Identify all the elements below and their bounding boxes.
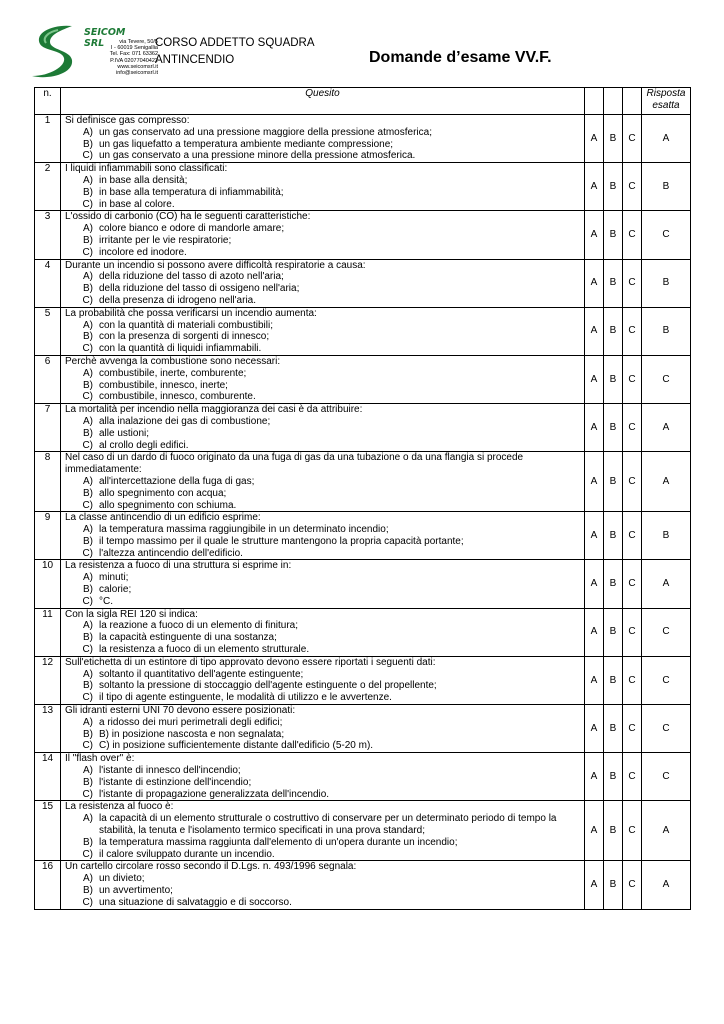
option-letter: C)	[82, 547, 93, 559]
option-item	[65, 150, 580, 162]
company-info-line: I - 60019 Senigallia	[110, 45, 158, 52]
option-letter: C)	[82, 499, 93, 511]
option-item	[65, 343, 580, 355]
option-item	[65, 885, 580, 897]
option-item	[65, 283, 580, 295]
question-cell	[61, 307, 585, 355]
choice-b: B	[604, 705, 623, 753]
option-item	[65, 223, 580, 235]
option-item	[65, 729, 580, 741]
option-item	[65, 584, 580, 596]
option-letter: C)	[82, 788, 93, 800]
option-letter: C)	[82, 896, 93, 908]
option-letter: A)	[83, 716, 93, 728]
table-row	[35, 307, 691, 355]
option-text: un gas liquefatto a temperatura ambiente mediante compressione;	[99, 138, 394, 150]
correct-answer: B	[642, 512, 691, 560]
option-letter: B)	[83, 584, 93, 596]
questions-body	[35, 115, 691, 910]
company-logo	[28, 24, 158, 88]
question-number: 4	[35, 259, 61, 307]
choice-a: A	[585, 115, 604, 163]
correct-answer: A	[642, 560, 691, 608]
option-item	[65, 669, 580, 681]
option-text: il tempo massimo per il quale le strutture mantengono la propria capacità portante;	[99, 535, 464, 547]
option-item	[65, 789, 580, 801]
option-letter: B)	[83, 836, 93, 848]
option-text: un gas conservato ad una pressione maggiore della pressione atmosferica;	[99, 126, 432, 138]
option-item	[65, 849, 580, 861]
option-text: all'intercettazione della fuga di gas;	[99, 475, 255, 487]
choice-c: C	[623, 705, 642, 753]
option-text: l'altezza antincendio dell'edificio.	[99, 547, 243, 559]
question-number: 9	[35, 512, 61, 560]
option-text: una situazione di salvataggio e di soccorso.	[99, 896, 292, 908]
option-item	[65, 897, 580, 909]
option-item	[65, 320, 580, 332]
header-number: n.	[35, 88, 61, 115]
option-letter: C)	[82, 848, 93, 860]
question-number: 6	[35, 355, 61, 403]
course-line-2: ANTINCENDIO	[155, 54, 235, 66]
choice-c: C	[623, 608, 642, 656]
header-blank-c	[623, 88, 642, 115]
choice-c: C	[623, 512, 642, 560]
option-item	[65, 380, 580, 392]
option-item	[65, 199, 580, 211]
option-letter: A)	[83, 668, 93, 680]
option-item	[65, 440, 580, 452]
table-row	[35, 560, 691, 608]
option-letter: B)	[83, 680, 93, 692]
choice-b: B	[604, 404, 623, 452]
choice-b: B	[604, 656, 623, 704]
question-number: 15	[35, 801, 61, 861]
option-text: al crollo degli edifici.	[99, 439, 189, 451]
question-text: La mortalità per incendio nella maggioranza dei casi è da attribuire:	[65, 404, 363, 416]
header-blank-b	[604, 88, 623, 115]
option-item	[65, 127, 580, 139]
question-number: 1	[35, 115, 61, 163]
table-row	[35, 753, 691, 801]
question-text: Perchè avvenga la combustione sono necessari:	[65, 355, 281, 367]
choice-a: A	[585, 656, 604, 704]
option-letter: B)	[83, 487, 93, 499]
option-letter: C)	[82, 294, 93, 306]
option-letter: A)	[83, 620, 93, 632]
choice-b: B	[604, 512, 623, 560]
option-item	[65, 476, 580, 488]
option-item	[65, 488, 580, 500]
choice-a: A	[585, 753, 604, 801]
question-number: 11	[35, 608, 61, 656]
question-number: 3	[35, 211, 61, 259]
question-cell	[61, 705, 585, 753]
option-letter: A)	[83, 271, 93, 283]
company-info-line: P.IVA 02077040422	[110, 57, 158, 64]
question-cell	[61, 115, 585, 163]
option-item	[65, 572, 580, 584]
option-item	[65, 235, 580, 247]
option-text: la capacità estinguente di una sostanza;	[99, 632, 277, 644]
choice-a: A	[585, 355, 604, 403]
question-text: L'ossido di carbonio (CO) ha le seguenti caratteristiche:	[65, 211, 311, 223]
option-text: calorie;	[99, 584, 132, 596]
question-number: 8	[35, 452, 61, 512]
option-text: allo spegnimento con schiuma.	[99, 499, 237, 511]
correct-answer: A	[642, 404, 691, 452]
option-item	[65, 368, 580, 380]
question-cell	[61, 753, 585, 801]
choice-b: B	[604, 753, 623, 801]
table-header-row	[35, 88, 691, 115]
option-letter: B)	[83, 379, 93, 391]
question-text: Nel caso di un dardo di fuoco originato da una fuga di gas da una tubazione o da una flangia si procede immediatamente:	[65, 452, 524, 476]
option-item	[65, 548, 580, 560]
choice-b: B	[604, 452, 623, 512]
option-text: con la presenza di sorgenti di innesco;	[99, 331, 270, 343]
option-letter: B)	[83, 186, 93, 198]
option-letter: C)	[82, 595, 93, 607]
option-letter: A)	[83, 415, 93, 427]
option-text: combustibile, innesco, inerte;	[99, 379, 228, 391]
question-cell	[61, 512, 585, 560]
option-letter: C)	[82, 150, 93, 162]
question-cell	[61, 560, 585, 608]
option-text: °C.	[99, 595, 113, 607]
option-letter: A)	[83, 765, 93, 777]
course-line-1: CORSO ADDETTO SQUADRA	[155, 37, 315, 49]
choice-b: B	[604, 211, 623, 259]
choice-a: A	[585, 705, 604, 753]
choice-c: C	[623, 211, 642, 259]
option-text: alla inalazione dei gas di combustione;	[99, 415, 271, 427]
choice-b: B	[604, 560, 623, 608]
choice-b: B	[604, 861, 623, 909]
choice-c: C	[623, 452, 642, 512]
option-letter: A)	[83, 475, 93, 487]
option-item	[65, 596, 580, 608]
table-row	[35, 705, 691, 753]
option-text: l'istante di propagazione generalizzata dell'incendio.	[99, 788, 330, 800]
choice-c: C	[623, 307, 642, 355]
choice-a: A	[585, 259, 604, 307]
choice-c: C	[623, 163, 642, 211]
choice-a: A	[585, 861, 604, 909]
question-number: 14	[35, 753, 61, 801]
option-item	[65, 295, 580, 307]
option-text: la reazione a fuoco di un elemento di finitura;	[99, 620, 299, 632]
option-text: incolore ed inodore.	[99, 246, 187, 258]
course-title	[155, 35, 315, 69]
question-cell	[61, 656, 585, 704]
option-text: combustibile, inerte, comburente;	[99, 367, 247, 379]
question-cell	[61, 452, 585, 512]
option-item	[65, 536, 580, 548]
option-text: il tipo di agente estinguente, le modalità di utilizzo e le avvertenze.	[99, 692, 392, 704]
correct-answer: C	[642, 753, 691, 801]
question-text: Gli idranti esterni UNI 70 devono essere posizionati:	[65, 705, 296, 717]
correct-answer: A	[642, 452, 691, 512]
question-number: 2	[35, 163, 61, 211]
option-text: l'istante di innesco dell'incendio;	[99, 765, 241, 777]
option-text: allo spegnimento con acqua;	[99, 487, 227, 499]
question-cell	[61, 163, 585, 211]
option-text: il calore sviluppato durante un incendio.	[99, 848, 275, 860]
option-text: l'istante di estinzione dell'incendio;	[99, 776, 252, 788]
correct-answer: B	[642, 163, 691, 211]
choice-a: A	[585, 608, 604, 656]
option-letter: B)	[83, 535, 93, 547]
option-text: a ridosso dei muri perimetrali degli edifici;	[99, 716, 283, 728]
option-text: C) in posizione sufficientemente distante dall'edificio (5-20 m).	[99, 740, 374, 752]
option-letter: C)	[82, 246, 93, 258]
question-text: Il "flash over" è:	[65, 753, 135, 765]
choice-a: A	[585, 163, 604, 211]
table-row	[35, 861, 691, 909]
questions-table	[34, 87, 691, 910]
option-item	[65, 416, 580, 428]
choice-a: A	[585, 307, 604, 355]
option-letter: C)	[82, 740, 93, 752]
company-info-line: Tel. Fax: 071 63362	[109, 51, 158, 58]
header-question: Quesito	[61, 88, 585, 115]
choice-b: B	[604, 608, 623, 656]
choice-b: B	[604, 801, 623, 861]
option-item	[65, 187, 580, 199]
choice-a: A	[585, 211, 604, 259]
option-letter: C)	[82, 644, 93, 656]
option-letter: C)	[82, 198, 93, 210]
question-text: La probabilità che possa verificarsi un incendio aumenta:	[65, 307, 317, 319]
choice-b: B	[604, 259, 623, 307]
choice-c: C	[623, 355, 642, 403]
option-text: un gas conservato a una pressione minore della pressione atmosferica.	[99, 150, 416, 162]
option-item	[65, 391, 580, 403]
option-letter: A)	[83, 524, 93, 536]
option-item	[65, 692, 580, 704]
option-letter: C)	[82, 692, 93, 704]
option-text: la temperatura massima raggiunta dall'elemento di un'opera durante un incendio;	[99, 836, 458, 848]
choice-a: A	[585, 404, 604, 452]
header-answer: Risposta esatta	[642, 88, 691, 115]
company-info-line: via Tevere, 50/5	[119, 39, 158, 45]
correct-answer: C	[642, 355, 691, 403]
choice-b: B	[604, 163, 623, 211]
question-cell	[61, 259, 585, 307]
option-item	[65, 620, 580, 632]
option-item	[65, 139, 580, 151]
option-letter: B)	[83, 728, 93, 740]
option-letter: A)	[83, 367, 93, 379]
question-text: La resistenza al fuoco è:	[65, 801, 174, 813]
question-cell	[61, 608, 585, 656]
table-row	[35, 355, 691, 403]
correct-answer: A	[642, 801, 691, 861]
option-text: soltanto il quantitativo dell'agente estinguente;	[99, 668, 304, 680]
option-item	[65, 247, 580, 259]
option-item	[65, 873, 580, 885]
option-letter: B)	[83, 776, 93, 788]
correct-answer: C	[642, 211, 691, 259]
option-letter: C)	[82, 343, 93, 355]
choice-c: C	[623, 801, 642, 861]
option-item	[65, 271, 580, 283]
choice-c: C	[623, 753, 642, 801]
company-name: SEICOM SRL	[84, 27, 126, 49]
option-text: in base alla temperatura di infiammabilità;	[99, 186, 284, 198]
option-letter: B)	[83, 138, 93, 150]
question-number: 16	[35, 861, 61, 909]
table-row	[35, 163, 691, 211]
option-text: la temperatura massima raggiungibile in un determinato incendio;	[99, 524, 389, 536]
option-item	[65, 644, 580, 656]
table-row	[35, 259, 691, 307]
option-item	[65, 632, 580, 644]
option-text: della presenza di idrogeno nell'aria.	[99, 294, 257, 306]
correct-answer: A	[642, 115, 691, 163]
option-text: minuti;	[99, 572, 129, 584]
correct-answer: B	[642, 307, 691, 355]
company-info-line: www.seicomsrl.it	[117, 63, 158, 70]
option-item	[65, 717, 580, 729]
option-text: della riduzione del tasso di ossigeno nell'aria;	[99, 283, 300, 295]
option-item	[65, 765, 580, 777]
correct-answer: C	[642, 705, 691, 753]
option-item	[65, 175, 580, 187]
option-letter: A)	[83, 813, 93, 825]
choice-a: A	[585, 560, 604, 608]
option-text: combustibile, innesco, comburente.	[99, 391, 256, 403]
option-letter: A)	[83, 873, 93, 885]
question-text: Un cartello circolare rosso secondo il D.Lgs. n. 493/1996 segnala:	[65, 861, 357, 873]
header-blank-a	[585, 88, 604, 115]
option-letter: B)	[83, 885, 93, 896]
table-row	[35, 608, 691, 656]
option-item	[65, 331, 580, 343]
question-text: I liquidi infiammabili sono classificati:	[65, 163, 228, 175]
question-cell	[61, 404, 585, 452]
option-letter: A)	[83, 319, 93, 331]
page-header	[0, 0, 724, 88]
option-letter: B)	[83, 234, 93, 246]
option-item	[65, 777, 580, 789]
option-text: la capacità di un elemento strutturale o costruttivo di conservare per un determinato periodo di tempo la stabilità, la tenuta e l'isolamento termico specificati in una prova standard;	[99, 813, 557, 837]
correct-answer: C	[642, 656, 691, 704]
option-text: irritante per le vie respiratorie;	[99, 234, 232, 246]
question-text: Durante un incendio si possono avere difficoltà respiratorie a causa:	[65, 259, 366, 271]
table-row	[35, 512, 691, 560]
option-text: B) in posizione nascosta e non segnalata;	[99, 728, 285, 740]
option-item	[65, 500, 580, 512]
company-info	[68, 39, 158, 76]
choice-c: C	[623, 656, 642, 704]
choice-c: C	[623, 115, 642, 163]
choice-c: C	[623, 861, 642, 909]
table-row	[35, 404, 691, 452]
option-text: un divieto;	[99, 873, 145, 885]
option-text: soltanto la pressione di stoccaggio dell'agente estinguente o del propellente;	[99, 680, 437, 692]
table-row	[35, 656, 691, 704]
option-item	[65, 428, 580, 440]
option-letter: C)	[82, 439, 93, 451]
option-letter: C)	[82, 391, 93, 403]
option-letter: A)	[83, 223, 93, 235]
question-number: 10	[35, 560, 61, 608]
question-text: Sull'etichetta di un estintore di tipo approvato devono essere riportati i seguenti dati:	[65, 656, 436, 668]
option-letter: B)	[83, 427, 93, 439]
question-text: Si definisce gas compresso:	[65, 115, 190, 126]
table-row	[35, 211, 691, 259]
option-item	[65, 524, 580, 536]
option-item	[65, 837, 580, 849]
option-text: della riduzione del tasso di azoto nell'aria;	[99, 271, 284, 283]
choice-a: A	[585, 512, 604, 560]
choice-b: B	[604, 115, 623, 163]
choice-b: B	[604, 355, 623, 403]
option-item	[65, 740, 580, 752]
option-letter: A)	[83, 572, 93, 584]
option-item	[65, 813, 580, 837]
document-title: Domande d’esame VV.F.	[369, 49, 552, 66]
question-cell	[61, 801, 585, 861]
option-letter: B)	[83, 331, 93, 343]
question-number: 7	[35, 404, 61, 452]
option-text: alle ustioni;	[99, 427, 150, 439]
choice-c: C	[623, 259, 642, 307]
choice-c: C	[623, 404, 642, 452]
option-letter: B)	[83, 632, 93, 644]
choice-b: B	[604, 307, 623, 355]
option-letter: A)	[83, 174, 93, 186]
question-text: La resistenza a fuoco di una struttura si esprime in:	[65, 560, 292, 572]
question-text: La classe antincendio di un edificio esprime:	[65, 512, 261, 524]
table-row	[35, 801, 691, 861]
correct-answer: C	[642, 608, 691, 656]
correct-answer: A	[642, 861, 691, 909]
choice-a: A	[585, 801, 604, 861]
choice-c: C	[623, 560, 642, 608]
option-text: in base alla densità;	[99, 174, 188, 186]
correct-answer: B	[642, 259, 691, 307]
question-number: 12	[35, 656, 61, 704]
option-letter: A)	[83, 126, 93, 138]
question-cell	[61, 211, 585, 259]
option-item	[65, 680, 580, 692]
question-cell	[61, 861, 585, 909]
option-text: con la quantità di liquidi infiammabili.	[99, 343, 262, 355]
option-text: in base al colore.	[99, 198, 175, 210]
table-row	[35, 452, 691, 512]
option-text: con la quantità di materiali combustibili;	[99, 319, 273, 331]
question-number: 5	[35, 307, 61, 355]
option-text: un avvertimento;	[99, 885, 173, 896]
option-letter: B)	[83, 283, 93, 295]
company-info-line: info@seicomsrl.it	[116, 70, 158, 77]
choice-a: A	[585, 452, 604, 512]
table-row	[35, 115, 691, 163]
option-text: la resistenza a fuoco di un elemento strutturale.	[99, 644, 310, 656]
question-text: Con la sigla REI 120 si indica:	[65, 608, 198, 620]
question-cell	[61, 355, 585, 403]
option-text: colore bianco e odore di mandorle amare;	[99, 223, 285, 235]
question-number: 13	[35, 705, 61, 753]
